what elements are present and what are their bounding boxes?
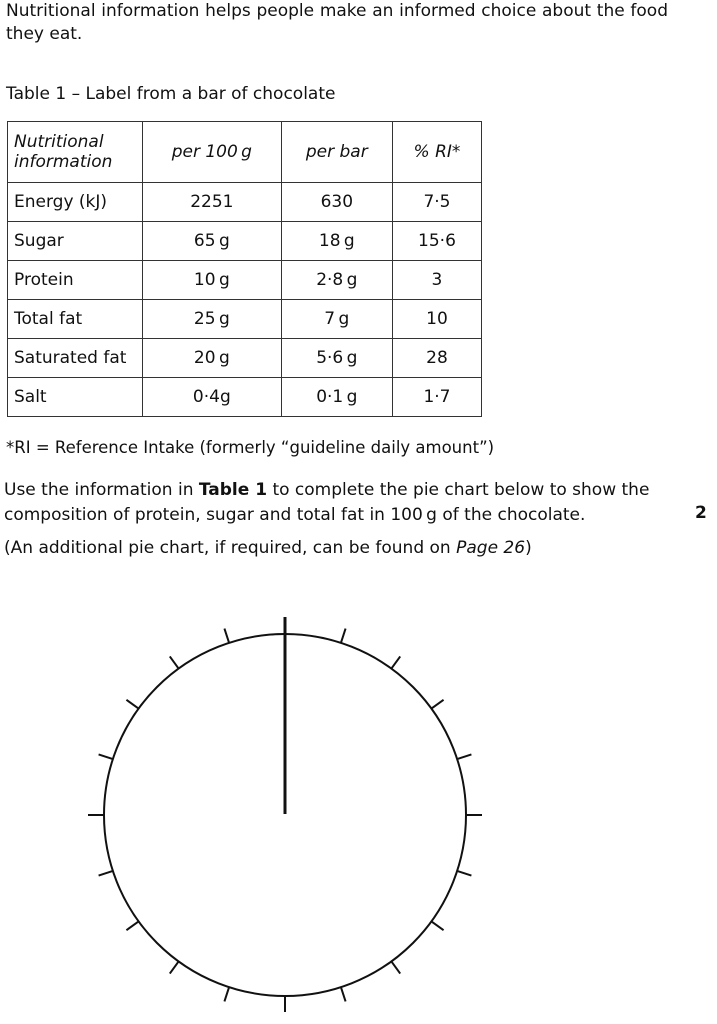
pie-tick-mark bbox=[341, 629, 346, 643]
cell: 630 bbox=[281, 183, 392, 222]
cell: 2251 bbox=[143, 183, 282, 222]
table-row bbox=[8, 222, 482, 261]
cell: 1·7 bbox=[392, 378, 481, 417]
pie-tick-mark bbox=[457, 754, 471, 759]
cell: 5·6 g bbox=[281, 339, 392, 378]
pie-tick-mark bbox=[170, 961, 179, 973]
cell: Energy (kJ) bbox=[8, 183, 143, 222]
cell: 28 bbox=[392, 339, 481, 378]
table-row bbox=[8, 339, 482, 378]
note-pre: (An additional pie chart, if required, can be found on bbox=[4, 538, 457, 558]
cell: Total fat bbox=[8, 300, 143, 339]
pie-tick-mark bbox=[126, 700, 138, 709]
pie-tick-mark bbox=[99, 871, 113, 876]
marks: 2 bbox=[695, 503, 707, 523]
nutrition-table bbox=[7, 121, 482, 417]
cell: Protein bbox=[8, 261, 143, 300]
question-pre: Use the information in bbox=[4, 480, 199, 500]
cell: 15·6 bbox=[392, 222, 481, 261]
pie-tick-mark bbox=[126, 921, 138, 930]
pie-tick-mark bbox=[431, 700, 443, 709]
note-post: ) bbox=[525, 538, 532, 558]
header-ri: % RI* bbox=[392, 122, 481, 183]
cell: Salt bbox=[8, 378, 143, 417]
cell: 10 bbox=[392, 300, 481, 339]
question-table-ref: Table 1 bbox=[198, 480, 268, 500]
pie-tick-mark bbox=[431, 921, 443, 930]
cell: 7·5 bbox=[392, 183, 481, 222]
table-header-row bbox=[8, 122, 482, 183]
note-page: Page 26 bbox=[456, 538, 526, 558]
cell: 25 g bbox=[143, 300, 282, 339]
cell: 0·1 g bbox=[281, 378, 392, 417]
table-row bbox=[8, 378, 482, 417]
question-post: to complete the pie chart below to show the composition of protein, sugar and total fat in 100 g of the chocolate. bbox=[4, 480, 650, 525]
table-row bbox=[8, 300, 482, 339]
question-text bbox=[4, 478, 684, 528]
footnote: *RI = Reference Intake (formerly “guideline daily amount”) bbox=[6, 438, 495, 457]
table-caption: Table 1 – Label from a bar of chocolate bbox=[6, 84, 336, 104]
table-row bbox=[8, 261, 482, 300]
blank-pie-chart[interactable] bbox=[0, 590, 717, 1024]
cell: 10 g bbox=[143, 261, 282, 300]
pie-tick-mark bbox=[341, 987, 346, 1001]
cell: 2·8 g bbox=[281, 261, 392, 300]
table-row bbox=[8, 183, 482, 222]
pie-tick-mark bbox=[224, 987, 229, 1001]
header-nutritional-information: Nutritional information bbox=[8, 122, 143, 183]
pie-tick-mark bbox=[391, 961, 400, 973]
cell: Sugar bbox=[8, 222, 143, 261]
pie-tick-mark bbox=[99, 754, 113, 759]
cell: 18 g bbox=[281, 222, 392, 261]
cell: 7 g bbox=[281, 300, 392, 339]
intro-text: Nutritional information helps people make an informed choice about the food they eat. bbox=[6, 1, 668, 44]
pie-tick-mark bbox=[224, 629, 229, 643]
cell: 65 g bbox=[143, 222, 282, 261]
header-per-100g: per 100 g bbox=[143, 122, 282, 183]
cell: Saturated fat bbox=[8, 339, 143, 378]
pie-tick-mark bbox=[170, 656, 179, 668]
cell: 0·4g bbox=[143, 378, 282, 417]
pie-tick-mark bbox=[457, 871, 471, 876]
cell: 3 bbox=[392, 261, 481, 300]
cell: 20 g bbox=[143, 339, 282, 378]
header-per-bar: per bar bbox=[281, 122, 392, 183]
additional-chart-note bbox=[4, 538, 532, 558]
pie-tick-mark bbox=[391, 656, 400, 668]
